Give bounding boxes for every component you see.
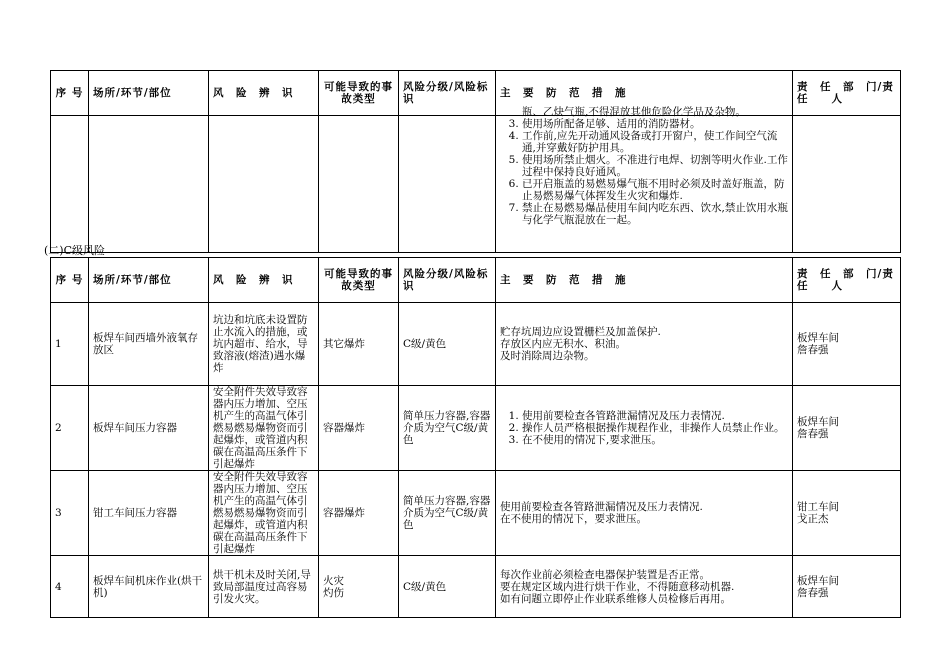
cell-accident: 火灾 灼伤: [319, 556, 399, 618]
responsible-dept: 板焊车间: [797, 332, 839, 344]
measure-item: 3. 在不使用的情况下,要求泄压。: [522, 434, 788, 446]
cell-measures: 贮存坑周边应设置栅栏及加盖保护. 存放区内应无积水、积油。 及时消除周边杂物。: [496, 303, 793, 386]
cell-risk: 安全附件失效导致容器内压力增加、空压机产生的高温气体引燃易燃易爆物资而引起爆炸，或管道内积碳在高温高压条件下引起爆炸: [209, 471, 319, 556]
cell-responsible: [793, 116, 901, 253]
cell-location: [89, 116, 209, 253]
cell-measures: 使用前要检查各管路泄漏情况及压力表情况. 在不使用的情况下，要求泄压。: [496, 471, 793, 556]
header-responsible: 责 任 部 门/责 任 人: [793, 258, 901, 303]
responsible-dept: 板焊车间: [797, 416, 839, 428]
responsible-person: 戈正杰: [797, 513, 829, 525]
cell-risk: 安全附件失效导致容器内压力增加、空压机产生的高温气体引燃易燃易爆物资而引起爆炸，或管道内积碳在高温高压条件下引起爆炸: [209, 386, 319, 471]
header-accident-type: 可能导致的事故类型: [319, 71, 399, 116]
cell-no: 3: [51, 471, 89, 556]
table-header-row: [51, 258, 901, 303]
cell-level: C级/黄色: [399, 303, 496, 386]
measure-item: 2. 操作人员严格根据操作规程作业，非操作人员禁止作业。: [522, 422, 788, 434]
responsible-person: 詹春强: [797, 428, 829, 440]
risk-table-continued: [50, 70, 917, 253]
table-row: [51, 303, 901, 386]
cell-responsible: [793, 556, 901, 618]
cell-location: 板焊车间西墙外液氧存放区: [89, 303, 209, 386]
table-row: [51, 556, 901, 618]
cell-level: 简单压力容器,容器介质为空气C级/黄色: [399, 471, 496, 556]
measure-item: 6. 已开启瓶盖的易燃易爆气瓶不用时必须及时盖好瓶盖，防止易燃易爆气体挥发生火灾和爆炸.: [522, 178, 788, 202]
cell-level: C级/黄色: [399, 556, 496, 618]
cell-accident: 其它爆炸: [319, 303, 399, 386]
cell-location: 板焊车间机床作业(烘干机): [89, 556, 209, 618]
cell-risk: [209, 116, 319, 253]
risk-table-c-level: [50, 257, 917, 618]
responsible-person: 詹春强: [797, 344, 829, 356]
responsible-dept: 钳工车间: [797, 501, 839, 513]
header-measures: 主 要 防 范 措 施: [496, 71, 793, 116]
cell-location: 板焊车间压力容器: [89, 386, 209, 471]
measure-item: 7. 禁止在易燃易爆品使用车间内吃东西、饮水,禁止饮用水瓶与化学气瓶混放在一起。: [522, 202, 788, 226]
header-risk-id: 风 险 辨 识: [209, 71, 319, 116]
header-location: 场所/环节/部位: [89, 258, 209, 303]
cell-no: [51, 116, 89, 253]
measure-item: 4. 工作前,应先开动通风设备或打开窗户，使工作间空气流通,并穿戴好防护用具。: [522, 130, 788, 154]
header-no: 序 号: [51, 258, 89, 303]
measures-list: [500, 410, 788, 446]
measure-item: 3. 使用场所配备足够、适用的消防器材。: [522, 118, 788, 130]
cell-risk: 烘干机未及时关闭,导致局部温度过高容易引发火灾。: [209, 556, 319, 618]
cell-no: 1: [51, 303, 89, 386]
cell-accident: [319, 116, 399, 253]
cell-measures: [496, 106, 793, 253]
cell-measures: 每次作业前必须检查电器保护装置是否正常。 要在规定区域内进行烘干作业，不得随意移动机器. 如有问题立即停止作业联系维修人员检修后再用。: [496, 556, 793, 618]
header-risk-level: 风险分级/风险标识: [399, 258, 496, 303]
cell-risk: 坑边和坑底未设置防止水流入的措施，或坑内超市、给水，导致溶液(熔渣)遇水爆炸: [209, 303, 319, 386]
header-no: 序 号: [51, 71, 89, 116]
cell-accident: 容器爆炸: [319, 386, 399, 471]
table-row: [51, 386, 901, 471]
header-risk-id: 风 险 辨 识: [209, 258, 319, 303]
cell-no: 4: [51, 556, 89, 618]
cell-no: 2: [51, 386, 89, 471]
responsible-person: 詹春强: [797, 586, 829, 599]
cell-responsible: [793, 386, 901, 471]
responsible-dept: 板焊车间: [797, 574, 839, 587]
cell-accident: 容器爆炸: [319, 471, 399, 556]
cell-level: 简单压力容器,容器介质为空气C级/黄色: [399, 386, 496, 471]
cell-responsible: [793, 303, 901, 386]
header-risk-level: 风险分级/风险标识: [399, 71, 496, 116]
header-measures: 主 要 防 范 措 施: [496, 258, 793, 303]
cell-responsible: [793, 471, 901, 556]
header-location: 场所/环节/部位: [89, 71, 209, 116]
table-row: [51, 116, 901, 253]
measure-item: 1. 使用前要检查各管路泄漏情况及压力表情况.: [522, 410, 788, 422]
section-title: (二)C级风险: [44, 244, 105, 257]
cell-level: [399, 116, 496, 253]
measures-list: [500, 118, 788, 226]
table-row: [51, 471, 901, 556]
cell-location: 钳工车间压力容器: [89, 471, 209, 556]
header-responsible: 责 任 部 门/责 任 人: [793, 71, 901, 116]
measures-fragment: 瓶、乙炔气瓶,不得混放其他危险化学品及杂物。: [522, 106, 746, 118]
header-accident-type: 可能导致的事故类型: [319, 258, 399, 303]
cell-measures: [496, 386, 793, 471]
measure-item: 5. 使用场所禁止烟火。不准进行电焊、切割等明火作业.工作过程中保持良好通风。: [522, 154, 788, 178]
